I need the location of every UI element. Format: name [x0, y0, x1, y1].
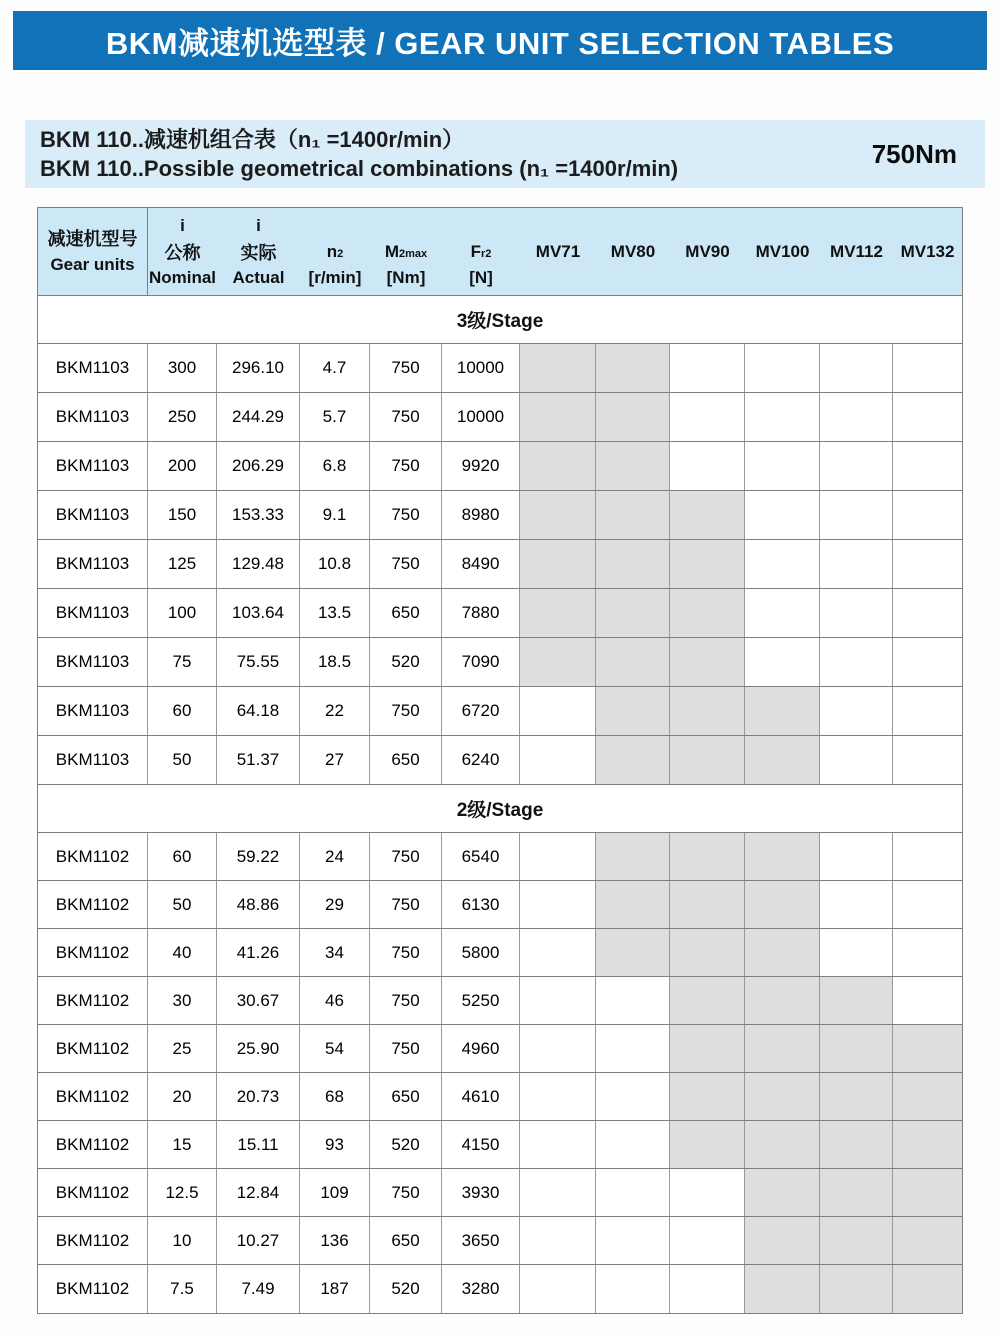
cell-ratio-actual: 59.22 — [217, 833, 300, 880]
table-row — [38, 929, 962, 977]
motor-compatibility-cell-mv80 — [596, 1121, 670, 1168]
motor-compatibility-cell-mv90 — [670, 881, 745, 928]
cell-gear-unit: BKM1103 — [38, 344, 148, 392]
column-header-label: Gear units — [50, 255, 135, 274]
column-header-label: n $_2$ — [326, 241, 344, 261]
motor-compatibility-cell-mv100 — [745, 977, 820, 1024]
cell-m2max: 520 — [370, 1265, 442, 1313]
motor-compatibility-cell-mv100 — [745, 881, 820, 928]
cell-gear-unit: BKM1103 — [38, 687, 148, 735]
column-header-ratio-nominal — [148, 208, 217, 295]
motor-compatibility-cell-mv132 — [893, 540, 962, 588]
cell-ratio-actual: 20.73 — [217, 1073, 300, 1120]
motor-compatibility-cell-mv80 — [596, 1073, 670, 1120]
cell-fr2: 3280 — [442, 1265, 520, 1313]
cell-ratio-nominal: 10 — [148, 1217, 217, 1264]
table-row — [38, 1265, 962, 1313]
cell-ratio-nominal: 15 — [148, 1121, 217, 1168]
motor-compatibility-cell-mv80 — [596, 833, 670, 880]
motor-compatibility-cell-mv90 — [670, 687, 745, 735]
motor-compatibility-cell-mv71 — [520, 977, 596, 1024]
cell-ratio-nominal: 250 — [148, 393, 217, 441]
stage-section-header: 2级/Stage — [38, 785, 962, 833]
motor-compatibility-cell-mv112 — [820, 1121, 893, 1168]
cell-fr2: 4610 — [442, 1073, 520, 1120]
cell-fr2: 9920 — [442, 442, 520, 490]
cell-gear-unit: BKM1102 — [38, 1121, 148, 1168]
cell-gear-unit: BKM1102 — [38, 833, 148, 880]
motor-compatibility-cell-mv100 — [745, 833, 820, 880]
motor-compatibility-cell-mv112 — [820, 442, 893, 490]
column-header-mv132 — [893, 208, 962, 295]
cell-m2max: 750 — [370, 344, 442, 392]
motor-compatibility-cell-mv80 — [596, 589, 670, 637]
cell-fr2: 8980 — [442, 491, 520, 539]
cell-ratio-actual: 153.33 — [217, 491, 300, 539]
motor-compatibility-cell-mv90 — [670, 929, 745, 976]
gear-unit-selection-table — [37, 207, 963, 1314]
cell-ratio-nominal: 7.5 — [148, 1265, 217, 1313]
cell-fr2: 6130 — [442, 881, 520, 928]
cell-n2: 13.5 — [300, 589, 370, 637]
cell-ratio-actual: 244.29 — [217, 393, 300, 441]
motor-compatibility-cell-mv132 — [893, 881, 962, 928]
motor-compatibility-cell-mv90 — [670, 442, 745, 490]
column-header-mv100 — [745, 208, 820, 295]
motor-compatibility-cell-mv112 — [820, 540, 893, 588]
cell-m2max: 520 — [370, 1121, 442, 1168]
cell-fr2: 8490 — [442, 540, 520, 588]
motor-compatibility-cell-mv90 — [670, 736, 745, 784]
page-title: BKM减速机选型表 / GEAR UNIT SELECTION TABLES — [105, 26, 895, 61]
motor-compatibility-cell-mv112 — [820, 393, 893, 441]
motor-compatibility-cell-mv80 — [596, 540, 670, 588]
motor-compatibility-cell-mv71 — [520, 1169, 596, 1216]
motor-compatibility-cell-mv100 — [745, 736, 820, 784]
column-header-n2 — [300, 208, 370, 295]
motor-compatibility-cell-mv71 — [520, 881, 596, 928]
motor-compatibility-cell-mv112 — [820, 589, 893, 637]
cell-ratio-nominal: 20 — [148, 1073, 217, 1120]
cell-gear-unit: BKM1102 — [38, 929, 148, 976]
cell-ratio-actual: 103.64 — [217, 589, 300, 637]
table-row — [38, 393, 962, 442]
motor-compatibility-cell-mv112 — [820, 1265, 893, 1313]
cell-ratio-nominal: 50 — [148, 881, 217, 928]
motor-compatibility-cell-mv100 — [745, 1169, 820, 1216]
column-header-label: M $_{2max}$ — [384, 241, 428, 261]
column-header-fr2 — [442, 208, 520, 295]
motor-compatibility-cell-mv132 — [893, 1121, 962, 1168]
motor-compatibility-cell-mv112 — [820, 929, 893, 976]
table-row — [38, 1121, 962, 1169]
cell-gear-unit: BKM1102 — [38, 1073, 148, 1120]
cell-ratio-nominal: 150 — [148, 491, 217, 539]
motor-compatibility-cell-mv132 — [893, 1073, 962, 1120]
motor-compatibility-cell-mv80 — [596, 929, 670, 976]
motor-compatibility-cell-mv90 — [670, 1169, 745, 1216]
motor-compatibility-cell-mv112 — [820, 881, 893, 928]
motor-compatibility-cell-mv112 — [820, 1169, 893, 1216]
motor-compatibility-cell-mv80 — [596, 442, 670, 490]
cell-m2max: 750 — [370, 393, 442, 441]
cell-ratio-nominal: 100 — [148, 589, 217, 637]
cell-ratio-nominal: 60 — [148, 687, 217, 735]
motor-compatibility-cell-mv132 — [893, 491, 962, 539]
motor-compatibility-cell-mv71 — [520, 1073, 596, 1120]
motor-compatibility-cell-mv132 — [893, 1025, 962, 1072]
column-header-label: MV80 — [610, 241, 656, 261]
cell-ratio-actual: 10.27 — [217, 1217, 300, 1264]
motor-compatibility-cell-mv100 — [745, 1121, 820, 1168]
motor-compatibility-cell-mv132 — [893, 736, 962, 784]
motor-compatibility-cell-mv100 — [745, 1265, 820, 1313]
column-header-label: MV90 — [685, 241, 730, 261]
motor-compatibility-cell-mv71 — [520, 442, 596, 490]
column-header-gear-units — [38, 208, 148, 295]
cell-n2: 93 — [300, 1121, 370, 1168]
motor-compatibility-cell-mv100 — [745, 687, 820, 735]
column-header-label: i — [256, 215, 261, 235]
cell-fr2: 4960 — [442, 1025, 520, 1072]
motor-compatibility-cell-mv71 — [520, 736, 596, 784]
cell-ratio-actual: 12.84 — [217, 1169, 300, 1216]
cell-ratio-nominal: 50 — [148, 736, 217, 784]
motor-compatibility-cell-mv132 — [893, 393, 962, 441]
motor-compatibility-cell-mv112 — [820, 736, 893, 784]
motor-compatibility-cell-mv80 — [596, 1025, 670, 1072]
column-header-label: Actual — [232, 267, 285, 287]
motor-compatibility-cell-mv112 — [820, 833, 893, 880]
cell-gear-unit: BKM1102 — [38, 1217, 148, 1264]
cell-n2: 29 — [300, 881, 370, 928]
motor-compatibility-cell-mv90 — [670, 344, 745, 392]
motor-compatibility-cell-mv90 — [670, 1025, 745, 1072]
cell-fr2: 3930 — [442, 1169, 520, 1216]
cell-ratio-actual: 7.49 — [217, 1265, 300, 1313]
motor-compatibility-cell-mv71 — [520, 491, 596, 539]
column-header-label: MV100 — [755, 241, 810, 261]
table-subtitle-zh: BKM 110..减速机组合表（n₁ =1400r/min） — [40, 127, 465, 152]
torque-rating-badge: 750Nm — [871, 138, 957, 169]
cell-gear-unit: BKM1102 — [38, 1025, 148, 1072]
cell-gear-unit: BKM1102 — [38, 1265, 148, 1313]
cell-gear-unit: BKM1103 — [38, 393, 148, 441]
cell-ratio-nominal: 12.5 — [148, 1169, 217, 1216]
cell-gear-unit: BKM1102 — [38, 881, 148, 928]
table-row — [38, 540, 962, 589]
motor-compatibility-cell-mv132 — [893, 833, 962, 880]
motor-compatibility-cell-mv71 — [520, 687, 596, 735]
cell-fr2: 5250 — [442, 977, 520, 1024]
cell-ratio-actual: 25.90 — [217, 1025, 300, 1072]
motor-compatibility-cell-mv80 — [596, 881, 670, 928]
motor-compatibility-cell-mv100 — [745, 1073, 820, 1120]
table-row — [38, 833, 962, 881]
table-subtitle-en: BKM 110..Possible geometrical combinations (n₁ =1400r/min) — [40, 156, 679, 181]
column-header-mv80 — [596, 208, 670, 295]
motor-compatibility-cell-mv100 — [745, 638, 820, 686]
motor-compatibility-cell-mv71 — [520, 833, 596, 880]
cell-n2: 27 — [300, 736, 370, 784]
cell-fr2: 10000 — [442, 344, 520, 392]
cell-ratio-nominal: 60 — [148, 833, 217, 880]
motor-compatibility-cell-mv112 — [820, 687, 893, 735]
motor-compatibility-cell-mv100 — [745, 393, 820, 441]
table-row — [38, 491, 962, 540]
page-title-banner — [13, 11, 987, 70]
cell-fr2: 3650 — [442, 1217, 520, 1264]
table-header-row — [38, 208, 962, 296]
column-header-m2max — [370, 208, 442, 295]
cell-n2: 4.7 — [300, 344, 370, 392]
cell-m2max: 650 — [370, 1217, 442, 1264]
table-row — [38, 1073, 962, 1121]
cell-ratio-actual: 206.29 — [217, 442, 300, 490]
cell-fr2: 10000 — [442, 393, 520, 441]
cell-n2: 18.5 — [300, 638, 370, 686]
column-header-label: 减速机型号 — [47, 229, 138, 249]
motor-compatibility-cell-mv80 — [596, 1217, 670, 1264]
motor-compatibility-cell-mv112 — [820, 1073, 893, 1120]
column-header-ratio-actual — [217, 208, 300, 295]
table-row — [38, 344, 962, 393]
motor-compatibility-cell-mv90 — [670, 491, 745, 539]
motor-compatibility-cell-mv80 — [596, 491, 670, 539]
motor-compatibility-cell-mv112 — [820, 491, 893, 539]
motor-compatibility-cell-mv90 — [670, 977, 745, 1024]
cell-n2: 9.1 — [300, 491, 370, 539]
table-row — [38, 977, 962, 1025]
motor-compatibility-cell-mv90 — [670, 638, 745, 686]
motor-compatibility-cell-mv100 — [745, 1025, 820, 1072]
cell-gear-unit: BKM1102 — [38, 977, 148, 1024]
cell-gear-unit: BKM1103 — [38, 589, 148, 637]
column-header-label: MV112 — [830, 241, 883, 261]
motor-compatibility-cell-mv71 — [520, 1025, 596, 1072]
motor-compatibility-cell-mv132 — [893, 344, 962, 392]
cell-n2: 109 — [300, 1169, 370, 1216]
cell-m2max: 750 — [370, 977, 442, 1024]
cell-fr2: 6540 — [442, 833, 520, 880]
motor-compatibility-cell-mv100 — [745, 929, 820, 976]
table-row — [38, 1217, 962, 1265]
cell-ratio-actual: 15.11 — [217, 1121, 300, 1168]
cell-ratio-nominal: 75 — [148, 638, 217, 686]
cell-ratio-nominal: 40 — [148, 929, 217, 976]
motor-compatibility-cell-mv132 — [893, 442, 962, 490]
cell-n2: 136 — [300, 1217, 370, 1264]
cell-n2: 5.7 — [300, 393, 370, 441]
column-header-label: i — [180, 215, 185, 235]
table-row — [38, 589, 962, 638]
cell-gear-unit: BKM1103 — [38, 540, 148, 588]
cell-gear-unit: BKM1102 — [38, 1169, 148, 1216]
table-subheader-panel — [25, 120, 985, 188]
column-header-label: 公称 — [164, 242, 201, 263]
cell-ratio-actual: 296.10 — [217, 344, 300, 392]
cell-m2max: 750 — [370, 491, 442, 539]
cell-m2max: 750 — [370, 1025, 442, 1072]
column-header-label: MV132 — [900, 241, 955, 261]
cell-m2max: 750 — [370, 442, 442, 490]
cell-gear-unit: BKM1103 — [38, 442, 148, 490]
cell-fr2: 5800 — [442, 929, 520, 976]
motor-compatibility-cell-mv90 — [670, 540, 745, 588]
cell-ratio-actual: 64.18 — [217, 687, 300, 735]
cell-gear-unit: BKM1103 — [38, 491, 148, 539]
motor-compatibility-cell-mv80 — [596, 344, 670, 392]
cell-gear-unit: BKM1103 — [38, 736, 148, 784]
cell-ratio-nominal: 125 — [148, 540, 217, 588]
column-header-label: Nominal — [148, 267, 217, 287]
cell-ratio-nominal: 25 — [148, 1025, 217, 1072]
motor-compatibility-cell-mv80 — [596, 1169, 670, 1216]
column-header-label: [N] — [469, 267, 493, 287]
motor-compatibility-cell-mv90 — [670, 1265, 745, 1313]
cell-n2: 22 — [300, 687, 370, 735]
cell-fr2: 4150 — [442, 1121, 520, 1168]
cell-n2: 187 — [300, 1265, 370, 1313]
cell-fr2: 7880 — [442, 589, 520, 637]
motor-compatibility-cell-mv71 — [520, 589, 596, 637]
column-header-label: [Nm] — [386, 267, 426, 287]
motor-compatibility-cell-mv132 — [893, 1265, 962, 1313]
motor-compatibility-cell-mv90 — [670, 1121, 745, 1168]
column-header-label: 实际 — [240, 242, 277, 263]
cell-m2max: 750 — [370, 687, 442, 735]
motor-compatibility-cell-mv100 — [745, 1217, 820, 1264]
cell-ratio-actual: 41.26 — [217, 929, 300, 976]
motor-compatibility-cell-mv80 — [596, 687, 670, 735]
motor-compatibility-cell-mv71 — [520, 1121, 596, 1168]
table-row — [38, 1169, 962, 1217]
motor-compatibility-cell-mv100 — [745, 589, 820, 637]
motor-compatibility-cell-mv112 — [820, 1025, 893, 1072]
column-header-mv71 — [520, 208, 596, 295]
cell-ratio-actual: 129.48 — [217, 540, 300, 588]
table-row — [38, 687, 962, 736]
table-row — [38, 1025, 962, 1073]
cell-ratio-actual: 51.37 — [217, 736, 300, 784]
cell-m2max: 650 — [370, 736, 442, 784]
motor-compatibility-cell-mv132 — [893, 1217, 962, 1264]
motor-compatibility-cell-mv90 — [670, 833, 745, 880]
motor-compatibility-cell-mv112 — [820, 344, 893, 392]
table-row — [38, 638, 962, 687]
cell-m2max: 750 — [370, 881, 442, 928]
table-row — [38, 881, 962, 929]
column-header-mv112 — [820, 208, 893, 295]
motor-compatibility-cell-mv132 — [893, 977, 962, 1024]
motor-compatibility-cell-mv100 — [745, 442, 820, 490]
motor-compatibility-cell-mv80 — [596, 1265, 670, 1313]
cell-m2max: 650 — [370, 1073, 442, 1120]
motor-compatibility-cell-mv112 — [820, 977, 893, 1024]
cell-m2max: 750 — [370, 833, 442, 880]
motor-compatibility-cell-mv90 — [670, 589, 745, 637]
motor-compatibility-cell-mv112 — [820, 1217, 893, 1264]
cell-n2: 54 — [300, 1025, 370, 1072]
cell-m2max: 520 — [370, 638, 442, 686]
column-header-label: [r/min] — [308, 267, 362, 287]
table-body — [38, 296, 962, 1313]
motor-compatibility-cell-mv71 — [520, 540, 596, 588]
cell-fr2: 6240 — [442, 736, 520, 784]
motor-compatibility-cell-mv71 — [520, 1217, 596, 1264]
motor-compatibility-cell-mv80 — [596, 736, 670, 784]
cell-ratio-nominal: 300 — [148, 344, 217, 392]
motor-compatibility-cell-mv132 — [893, 1169, 962, 1216]
motor-compatibility-cell-mv132 — [893, 638, 962, 686]
motor-compatibility-cell-mv80 — [596, 638, 670, 686]
cell-m2max: 750 — [370, 1169, 442, 1216]
column-header-mv90 — [670, 208, 745, 295]
motor-compatibility-cell-mv71 — [520, 638, 596, 686]
cell-gear-unit: BKM1103 — [38, 638, 148, 686]
column-header-label: F $_{r2}$ — [470, 241, 492, 261]
motor-compatibility-cell-mv71 — [520, 929, 596, 976]
motor-compatibility-cell-mv90 — [670, 393, 745, 441]
cell-ratio-nominal: 200 — [148, 442, 217, 490]
cell-m2max: 750 — [370, 929, 442, 976]
table-subtitle — [25, 125, 872, 183]
motor-compatibility-cell-mv80 — [596, 977, 670, 1024]
cell-ratio-actual: 30.67 — [217, 977, 300, 1024]
cell-n2: 10.8 — [300, 540, 370, 588]
column-header-label: MV71 — [535, 241, 581, 261]
motor-compatibility-cell-mv90 — [670, 1073, 745, 1120]
cell-ratio-actual: 75.55 — [217, 638, 300, 686]
motor-compatibility-cell-mv132 — [893, 929, 962, 976]
motor-compatibility-cell-mv100 — [745, 344, 820, 392]
motor-compatibility-cell-mv71 — [520, 344, 596, 392]
motor-compatibility-cell-mv112 — [820, 638, 893, 686]
motor-compatibility-cell-mv71 — [520, 393, 596, 441]
motor-compatibility-cell-mv71 — [520, 1265, 596, 1313]
cell-m2max: 750 — [370, 540, 442, 588]
cell-n2: 34 — [300, 929, 370, 976]
table-row — [38, 736, 962, 785]
cell-fr2: 7090 — [442, 638, 520, 686]
motor-compatibility-cell-mv132 — [893, 687, 962, 735]
motor-compatibility-cell-mv100 — [745, 491, 820, 539]
motor-compatibility-cell-mv90 — [670, 1217, 745, 1264]
cell-fr2: 6720 — [442, 687, 520, 735]
cell-ratio-nominal: 30 — [148, 977, 217, 1024]
cell-m2max: 650 — [370, 589, 442, 637]
motor-compatibility-cell-mv100 — [745, 540, 820, 588]
motor-compatibility-cell-mv80 — [596, 393, 670, 441]
cell-n2: 24 — [300, 833, 370, 880]
table-row — [38, 442, 962, 491]
cell-ratio-actual: 48.86 — [217, 881, 300, 928]
cell-n2: 46 — [300, 977, 370, 1024]
cell-n2: 6.8 — [300, 442, 370, 490]
motor-compatibility-cell-mv132 — [893, 589, 962, 637]
cell-n2: 68 — [300, 1073, 370, 1120]
stage-section-header: 3级/Stage — [38, 296, 962, 344]
